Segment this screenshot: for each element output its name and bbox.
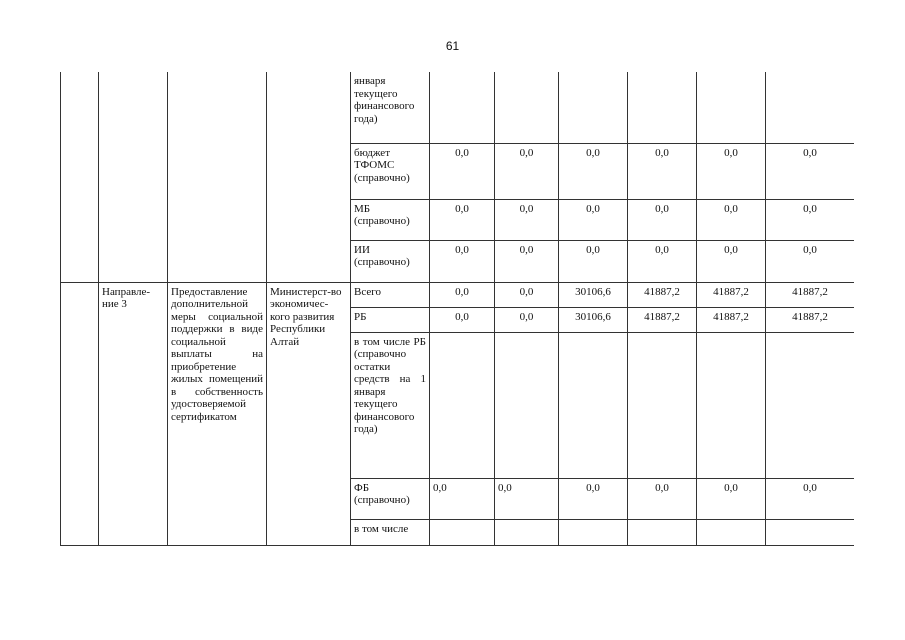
- value-cell: 0,0: [430, 478, 495, 519]
- value-cell: 41887,2: [766, 307, 855, 332]
- empty-cell: [61, 282, 99, 545]
- value-cell: [559, 332, 628, 478]
- funding-source-cell: ИИ (справочно): [351, 240, 430, 282]
- value-cell: [697, 519, 766, 545]
- value-cell: 0,0: [766, 240, 855, 282]
- budget-table: [60, 72, 854, 546]
- table-row: [61, 282, 855, 307]
- value-cell: 0,0: [697, 240, 766, 282]
- value-cell: 0,0: [628, 240, 697, 282]
- value-cell: 0,0: [697, 143, 766, 199]
- value-cell: 0,0: [430, 282, 495, 307]
- value-cell: 0,0: [628, 199, 697, 240]
- value-cell: [628, 519, 697, 545]
- value-cell: [559, 519, 628, 545]
- funding-source-cell: бюджет ТФОМС (справочно): [351, 143, 430, 199]
- value-cell: 0,0: [495, 199, 559, 240]
- value-cell: 0,0: [766, 478, 855, 519]
- value-cell: 0,0: [495, 307, 559, 332]
- value-cell: [559, 72, 628, 143]
- value-cell: [697, 332, 766, 478]
- measure-description-cell: Предоставление дополнительной меры социальной поддержки в виде социальной выплаты на приобретение жилых помещений в собственность удостоверяемой сертификатом: [168, 282, 267, 545]
- value-cell: 41887,2: [766, 282, 855, 307]
- empty-cell: [61, 72, 99, 282]
- funding-source-cell: РБ: [351, 307, 430, 332]
- value-cell: 0,0: [495, 478, 559, 519]
- value-cell: [697, 72, 766, 143]
- value-cell: [430, 332, 495, 478]
- value-cell: [495, 72, 559, 143]
- value-cell: 0,0: [559, 143, 628, 199]
- value-cell: 0,0: [628, 143, 697, 199]
- page-number: 61: [445, 39, 460, 53]
- value-cell: 41887,2: [628, 282, 697, 307]
- value-cell: 30106,6: [559, 282, 628, 307]
- funding-source-cell: Всего: [351, 282, 430, 307]
- value-cell: [495, 332, 559, 478]
- value-cell: 0,0: [559, 478, 628, 519]
- value-cell: 0,0: [495, 282, 559, 307]
- value-cell: 0,0: [495, 143, 559, 199]
- value-cell: 0,0: [559, 240, 628, 282]
- value-cell: 0,0: [766, 143, 855, 199]
- value-cell: [766, 332, 855, 478]
- budget-table-wrapper: [60, 72, 854, 548]
- table-row: [61, 72, 855, 143]
- empty-cell: [267, 72, 351, 282]
- value-cell: 0,0: [697, 199, 766, 240]
- value-cell: 0,0: [559, 199, 628, 240]
- funding-source-cell: ФБ (справочно): [351, 478, 430, 519]
- value-cell: 30106,6: [559, 307, 628, 332]
- executor-cell: Министерст-во экономичес-кого развития Республики Алтай: [267, 282, 351, 545]
- value-cell: [628, 332, 697, 478]
- value-cell: [495, 519, 559, 545]
- empty-cell: [168, 72, 267, 282]
- value-cell: 0,0: [430, 143, 495, 199]
- direction-cell: Направле-ние 3: [99, 282, 168, 545]
- value-cell: [766, 72, 855, 143]
- value-cell: [628, 72, 697, 143]
- value-cell: 0,0: [495, 240, 559, 282]
- value-cell: 0,0: [430, 240, 495, 282]
- value-cell: 0,0: [628, 478, 697, 519]
- value-cell: 41887,2: [697, 307, 766, 332]
- value-cell: 0,0: [430, 199, 495, 240]
- value-cell: 0,0: [430, 307, 495, 332]
- value-cell: 41887,2: [628, 307, 697, 332]
- value-cell: 0,0: [766, 199, 855, 240]
- value-cell: [766, 519, 855, 545]
- funding-source-cell: в том числе: [351, 519, 430, 545]
- value-cell: [430, 72, 495, 143]
- value-cell: [430, 519, 495, 545]
- value-cell: 41887,2: [697, 282, 766, 307]
- funding-source-cell: МБ (справочно): [351, 199, 430, 240]
- empty-cell: [99, 72, 168, 282]
- funding-source-cell: января текущего финансового года): [351, 72, 430, 143]
- value-cell: 0,0: [697, 478, 766, 519]
- funding-source-cell: в том числе РБ (справочно остатки средств на 1 января текущего финансового года): [351, 332, 430, 478]
